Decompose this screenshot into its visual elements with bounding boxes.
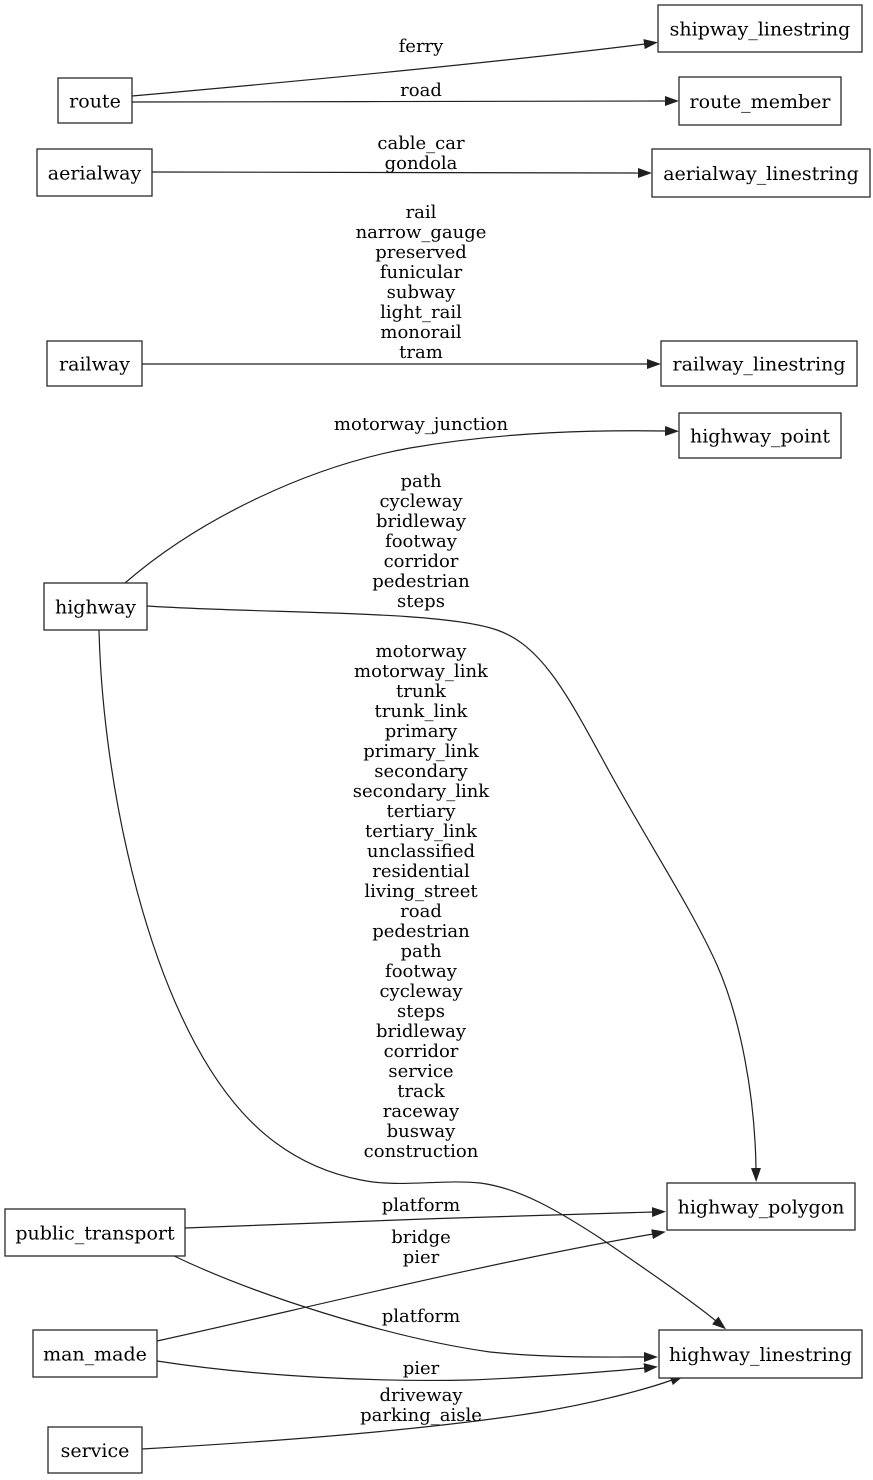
edge-label-service-to-highway_linestring <box>360 1385 482 1426</box>
edge-label-line: busway <box>386 1121 456 1142</box>
edge-label-line: pedestrian <box>372 921 470 942</box>
node-highway_linestring <box>659 1330 862 1378</box>
edge-label-line: preserved <box>375 242 467 263</box>
edge-label-line: funicular <box>379 262 463 283</box>
edge-label-line: steps <box>397 1001 445 1022</box>
node-label-aerialway_linestring: aerialway_linestring <box>663 163 859 185</box>
edge-label-line: secondary <box>374 761 468 782</box>
edge-man_made-to-highway_linestring <box>157 1361 645 1380</box>
edge-label-line: raceway <box>382 1101 460 1122</box>
node-highway_polygon <box>667 1183 855 1230</box>
edge-label-line: path <box>400 471 442 492</box>
node-label-shipway_linestring: shipway_linestring <box>669 18 851 41</box>
edge-label-line: motorway <box>375 641 467 662</box>
edge-route-to-shipway_linestring <box>132 44 645 96</box>
edge-label-line: trunk_link <box>374 701 468 722</box>
node-man_made <box>33 1330 157 1377</box>
node-service <box>48 1427 142 1473</box>
edge-label-line: secondary_link <box>352 781 490 802</box>
edge-label-line: light_rail <box>380 302 462 323</box>
edge-label-line: residential <box>372 861 470 882</box>
edge-label-line: corridor <box>383 1041 459 1062</box>
node-highway_point <box>679 413 841 458</box>
node-label-aerialway: aerialway <box>47 162 142 185</box>
edge-label-line: road <box>400 901 442 922</box>
edge-label-line: tram <box>399 342 443 363</box>
node-label-route: route <box>69 90 121 113</box>
node-label-route_member: route_member <box>689 91 831 113</box>
edge-label-line: path <box>400 941 442 962</box>
node-aerialway_linestring <box>652 149 870 197</box>
edge-label-railway-to-railway_linestring <box>356 202 487 363</box>
edge-label-line: primary <box>384 721 458 742</box>
node-label-highway: highway <box>54 596 137 619</box>
edge-label-line: corridor <box>383 551 459 572</box>
edge-label-public_transport-to-highway_polygon <box>382 1195 460 1216</box>
edge-label-line: narrow_gauge <box>355 222 487 243</box>
edge-label-line: living_street <box>364 881 478 902</box>
edge-route-to-route_member <box>132 101 666 102</box>
node-highway <box>44 583 147 630</box>
edge-label-line: unclassified <box>366 841 476 862</box>
edge-label-line: platform <box>381 1195 461 1216</box>
edge-label-line: motorway_link <box>354 661 488 682</box>
node-railway_linestring <box>661 341 857 386</box>
edge-label-line: driveway <box>379 1385 463 1406</box>
edge-label-route-to-route_member <box>400 80 442 101</box>
edge-label-line: construction <box>363 1141 479 1162</box>
edge-label-line: tertiary_link <box>365 821 477 842</box>
edge-label-line: pier <box>402 1358 440 1379</box>
edge-label-highway-to-highway_point <box>334 414 509 435</box>
edge-label-line: bridleway <box>375 1021 467 1042</box>
edge-label-line: footway <box>385 961 457 982</box>
edge-label-line: gondola <box>384 153 458 174</box>
edge-label-line: track <box>397 1081 445 1102</box>
node-route_member <box>679 77 841 125</box>
edge-label-line: pier <box>402 1247 440 1268</box>
edge-label-highway-to-highway_linestring <box>353 641 491 1162</box>
edge-label-highway-to-highway_polygon <box>372 471 470 612</box>
edge-label-man_made-to-highway_linestring <box>403 1358 440 1379</box>
node-aerialway <box>37 149 152 196</box>
edge-label-route-to-shipway_linestring <box>399 36 445 57</box>
edge-label-line: cycleway <box>379 491 463 512</box>
node-label-highway_point: highway_point <box>689 425 831 448</box>
edge-label-line: ferry <box>398 36 444 57</box>
node-label-highway_polygon: highway_polygon <box>677 1196 845 1219</box>
node-label-service: service <box>60 1440 130 1462</box>
edge-label-line: motorway_junction <box>333 414 509 435</box>
edge-label-line: trunk <box>396 681 446 702</box>
edge-label-line: bridge <box>391 1227 451 1248</box>
node-label-railway_linestring: railway_linestring <box>672 353 846 376</box>
node-railway <box>47 341 142 386</box>
edge-label-line: footway <box>385 531 457 552</box>
edge-label-line: tertiary <box>386 801 456 822</box>
edge-label-line: platform <box>381 1306 461 1327</box>
edge-label-public_transport-to-highway_linestring <box>382 1306 460 1327</box>
node-public_transport <box>5 1209 185 1256</box>
node-shipway_linestring <box>658 5 862 52</box>
node-label-railway: railway <box>59 353 130 376</box>
edge-label-line: monorail <box>380 322 462 343</box>
edge-label-line: service <box>388 1061 454 1082</box>
edge-label-line: cycleway <box>379 981 463 1002</box>
node-label-public_transport: public_transport <box>15 1222 175 1245</box>
edge-label-line: pedestrian <box>372 571 470 592</box>
edge-label-line: bridleway <box>375 511 467 532</box>
edge-label-man_made-to-highway_polygon <box>391 1227 451 1268</box>
edge-label-line: cable_car <box>377 133 465 154</box>
edge-label-aerialway-to-aerialway_linestring <box>377 133 465 174</box>
node-label-highway_linestring: highway_linestring <box>668 1344 853 1366</box>
edge-label-line: subway <box>386 282 456 303</box>
node-label-man_made: man_made <box>43 1343 147 1366</box>
edge-label-line: parking_aisle <box>360 1405 482 1426</box>
node-route <box>58 78 132 123</box>
edge-label-line: steps <box>397 591 445 612</box>
edge-label-line: rail <box>405 202 437 223</box>
edge-label-line: road <box>400 80 442 101</box>
edge-label-line: primary_link <box>363 741 479 762</box>
